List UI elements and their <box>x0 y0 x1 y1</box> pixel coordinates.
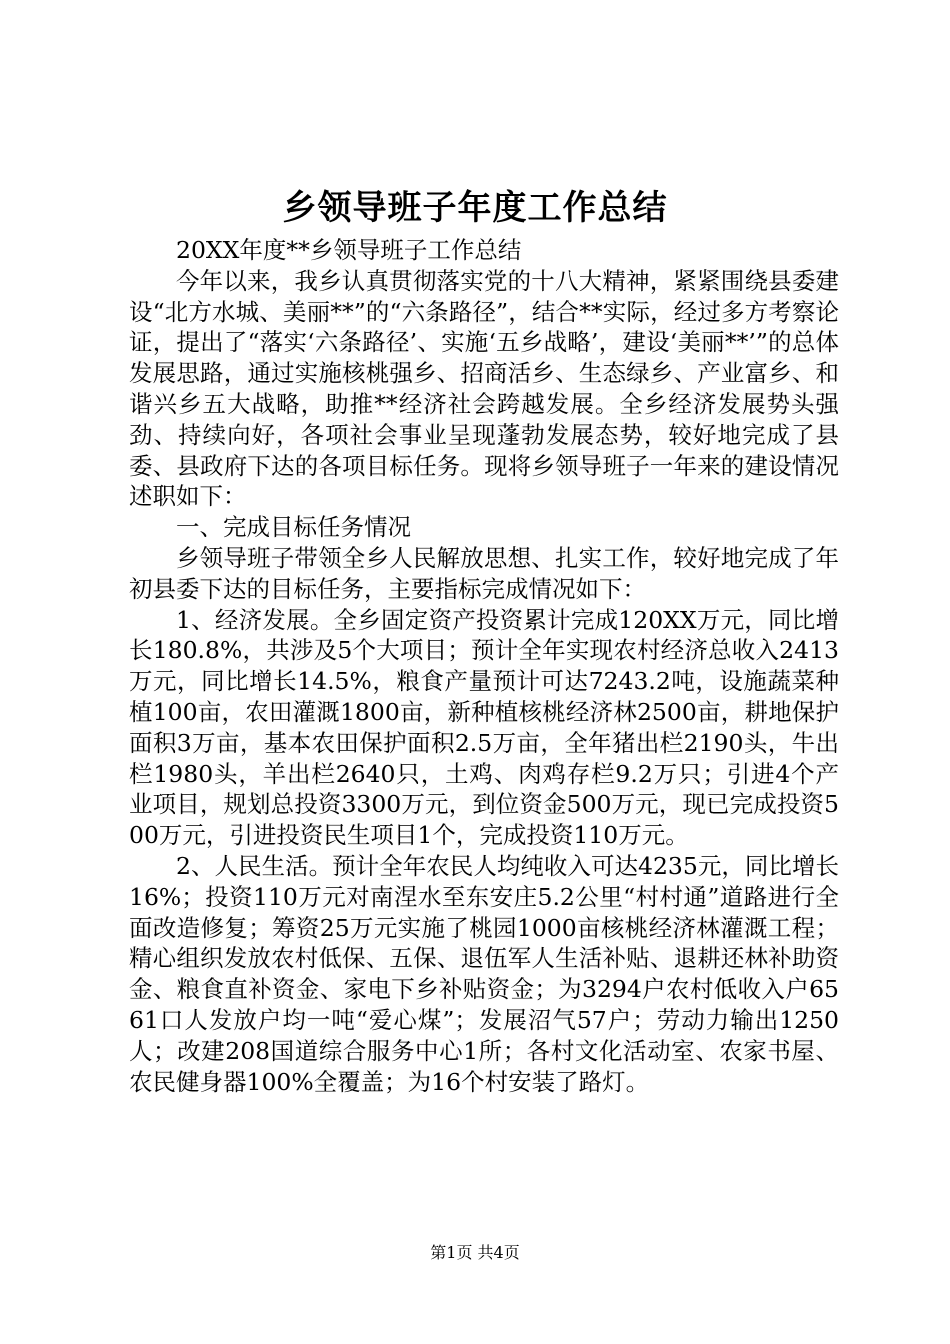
section-heading: 一、完成目标任务情况 <box>176 513 411 542</box>
document-title: 乡领导班子年度工作总结 <box>282 188 668 228</box>
economy-paragraph: 1、经济发展。全乡固定资产投资累计完成120XX万元，同比增长180.8%，共涉及5个大项目；预计全年实现农村经济总收入2413万元，同比增长14.5%，粮食产量预计可达7243.2吨，设施蔬菜种植100亩，农田灌溉1800亩，新种植核桃经济林2500亩，耕地保护面积3万亩，基本农田保护面积2.5万亩，全年猪出栏2190头，牛出栏1980头，羊出栏2640只，土鸡、肉鸡存栏9.2万只；引进4个产业项目，规划总投资3300万元，到位资金500万元，现已完成投资500万元，引进投资民生项目1个，完成投资110万元。 <box>129 605 839 850</box>
page-footer <box>0 1242 950 1264</box>
section-intro-paragraph: 乡领导班子带领全乡人民解放思想、扎实工作，较好地完成了年初县委下达的目标任务，主要指标完成情况如下： <box>129 543 839 603</box>
livelihood-paragraph: 2、人民生活。预计全年农民人均纯收入可达4235元，同比增长16%；投资110万元对南涅水至东安庄5.2公里“村村通”道路进行全面改造修复；筹资25万元实施了桃园1000亩核桃经济林灌溉工程；精心组织发放农村低保、五保、退伍军人生活补贴、退耕还林补助资金、粮食直补资金、家电下乡补贴资金；为3294户农村低收入户6561口人发放户均一吨“爱心煤”；发展沼气57户；劳动力输出1250人；改建208国道综合服务中心1所；各村文化活动室、农家书屋、农民健身器100%全覆盖；为16个村安装了路灯。 <box>129 851 839 1096</box>
subtitle-paragraph: 20XX年度**乡领导班子工作总结 <box>176 236 522 264</box>
page-number: 第1页 <box>430 1243 473 1262</box>
page-total: 共4页 <box>477 1243 520 1262</box>
document-body <box>129 235 839 1097</box>
intro-paragraph: 今年以来，我乡认真贯彻落实党的十八大精神，紧紧围绕县委建设“北方水城、美丽**”的“六条路径”，结合**实际，经过多方考察论证，提出了“落实‘六条路径’、实施‘五乡战略’，建设‘美丽**’”的总体发展思路，通过实施核桃强乡、招商活乡、生态绿乡、产业富乡、和谐兴乡五大战略，助推**经济社会跨越发展。全乡经济发展势头强劲、持续向好，各项社会事业呈现蓬勃发展态势，较好地完成了县委、县政府下达的各项目标任务。现将乡领导班子一年来的建设情况述职如下： <box>129 266 839 511</box>
